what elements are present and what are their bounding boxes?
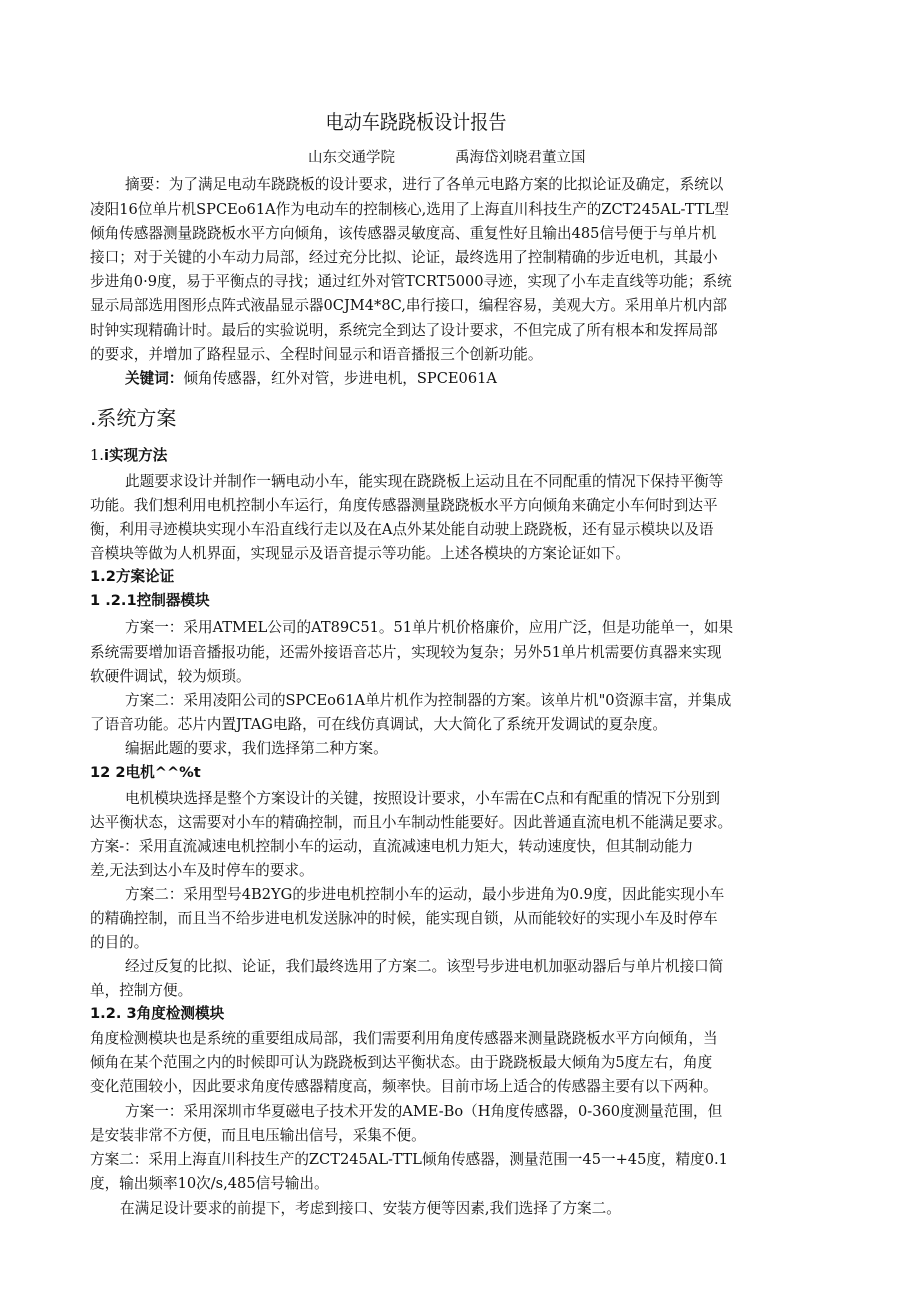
s1-2-3-line-6: 方案二：采用上海直川科技生产的ZCT245AL-TTL倾角传感器，测量范围一45一+45度，精度0.1 xyxy=(90,1151,728,1168)
abstract-line-5: 步进角0·9度，易于平衡点的寻找；通过红外对管TCRT5000寻迹，实现了小车走直线等功能；系统 xyxy=(90,273,732,290)
s1-2-3-line-2: 倾角在某个范围之内的时候即可认为跷跷板到达平衡状态。由于跷跷板最大倾角为5度左右，角度 xyxy=(90,1054,713,1071)
s1-2-2-line-5: 方案二：采用型号4B2YG的步进电机控制小车的运动，最小步进角为0.9度，因此能实现小车 xyxy=(125,886,725,903)
s1-2-1-plan1-line-2: 系统需要增加语音播报功能，还需外接语音芯片，实现较为复杂；另外51单片机需要仿真器来实现 xyxy=(90,644,722,661)
s1-2-2-line-6: 的精确控制，而且当不给步进电机发送脉冲的时候，能实现自锁，从而能较好的实现小车及时停车 xyxy=(90,910,718,927)
keywords-text: 倾角传感器，红外对管，步进电机，SPCE061A xyxy=(183,370,497,387)
s1-2-1-plan1-line-1: 方案一：采用ATMEL公司的AT89C51。51单片机价格廉价，应用广泛，但是功能单一，如果 xyxy=(125,619,734,636)
abstract-line-8: 的要求，并增加了路程显示、全程时间显示和语音播报三个创新功能。 xyxy=(90,346,543,363)
s1-2-2-line-8: 经过反复的比拟、论证，我们最终选用了方案二。该型号步进电机加驱动器后与单片机接口简 xyxy=(125,958,724,975)
author-school: 山东交通学院 xyxy=(308,150,395,166)
abstract-line-2: 凌阳16位单片机SPCEo61A作为电动车的控制核心,选用了上海直川科技生产的ZCT245AL-TTL型 xyxy=(90,201,729,218)
section-title: .系统方案 xyxy=(90,406,177,430)
s1-2-1-plan2-line-1: 方案二：采用凌阳公司的SPCEo61A单片机作为控制器的方案。该单片机"0资源丰富，并集成 xyxy=(125,692,732,709)
abstract-line-7: 时钟实现精确计时。最后的实验说明，系统完全到达了设计要求，不但完成了所有根本和发挥局部 xyxy=(90,322,718,339)
abstract-line-3: 倾角传感器测量跷跷板水平方向倾角，该传感器灵敏度高、重复性好且输出485信号便于与单片机 xyxy=(90,225,717,242)
s1-1-line-1: 此题要求设计并制作一辆电动小车，能实现在跷跷板上运动且在不同配重的情况下保持平衡等 xyxy=(125,473,724,490)
author-line xyxy=(308,148,628,168)
heading-1-2-1: 1 .2.1控制器模块 xyxy=(90,592,210,609)
s1-2-3-line-4: 方案一：采用深圳市华夏磁电子技术开发的AME-Bo（H角度传感器，0-360度测量范围，但 xyxy=(125,1103,723,1120)
keywords-line xyxy=(125,368,497,390)
heading-1-2-3: 1.2. 3角度检测模块 xyxy=(90,1005,225,1022)
document-title: 电动车跷跷板设计报告 xyxy=(325,110,507,134)
s1-2-3-line-1: 角度检测模块也是系统的重要组成局部，我们需要利用角度传感器来测量跷跷板水平方向倾角，当 xyxy=(90,1030,718,1047)
s1-2-3-line-5: 是安装非常不方便，而且电压输出信号，采集不便。 xyxy=(90,1127,426,1144)
s1-2-2-line-2: 达平衡状态，这需要对小车的精确控制，而且小车制动性能要好。因此普通直流电机不能满足要求。 xyxy=(90,814,733,831)
s1-2-3-line-7: 度，输出频率10次/s,485信号输出。 xyxy=(90,1175,329,1192)
s1-2-2-line-1: 电机模块选择是整个方案设计的关键，按照设计要求，小车需在C点和有配重的情况下分别到 xyxy=(125,790,720,807)
heading-1-2: 1.2方案论证 xyxy=(90,568,175,585)
s1-2-3-line-8: 在满足设计要求的前提下，考虑到接口、安装方便等因素,我们选择了方案二。 xyxy=(120,1200,621,1217)
heading-1-1: 1.i实现方法 xyxy=(90,447,168,464)
author-names: 禹海岱刘晓君董立国 xyxy=(455,150,586,166)
heading-1-2-2: 12 2电机^^%t xyxy=(90,764,201,781)
s1-2-2-line-9: 单，控制方便。 xyxy=(90,982,193,999)
abstract-line-6: 显示局部选用图形点阵式液晶显示器0CJM4*8C,串行接口，编程容易，美观大方。采用单片机内部 xyxy=(90,297,727,314)
s1-2-2-line-3: 方案-：采用直流减速电机控制小车的运动，直流减速电机力矩大，转动速度快，但其制动能力 xyxy=(90,838,694,855)
s1-1-line-3: 衡，利用寻迹模块实现小车沿直线行走以及在A点外某处能自动驶上跷跷板，还有显示模块以及语 xyxy=(90,521,714,538)
s1-2-1-plan1-line-3: 软硬件调试，较为烦琐。 xyxy=(90,668,251,685)
s1-2-2-line-4: 差,无法到达小车及时停车的要求。 xyxy=(90,862,314,879)
abstract-label: 摘要： xyxy=(125,176,169,193)
s1-2-1-choice: 编据此题的要求，我们选择第二种方案。 xyxy=(125,740,388,757)
s1-1-line-2: 功能。我们想利用电机控制小车运行，角度传感器测量跷跷板水平方向倾角来确定小车何时到达平 xyxy=(90,497,718,514)
abstract-line-1: 摘要：为了满足电动车跷跷板的设计要求，进行了各单元电路方案的比拟论证及确定，系统以 xyxy=(125,176,724,193)
s1-1-line-4: 音模块等做为人机界面，实现显示及语音提示等功能。上述各模块的方案论证如下。 xyxy=(90,545,630,562)
keywords-label: 关键词： xyxy=(125,370,184,387)
s1-2-3-line-3: 变化范围较小，因此要求角度传感器精度高，频率快。目前市场上适合的传感器主要有以下两种。 xyxy=(90,1078,718,1095)
abstract-line-4: 接口；对于关键的小车动力局部，经过充分比拟、论证，最终选用了控制精确的步近电机，其最小 xyxy=(90,249,718,266)
s1-2-2-line-7: 的目的。 xyxy=(90,934,149,951)
s1-2-1-plan2-line-2: 了语音功能。芯片内置JTAG电路，可在线仿真调试，大大简化了系统开发调试的夏杂度。 xyxy=(90,716,667,733)
